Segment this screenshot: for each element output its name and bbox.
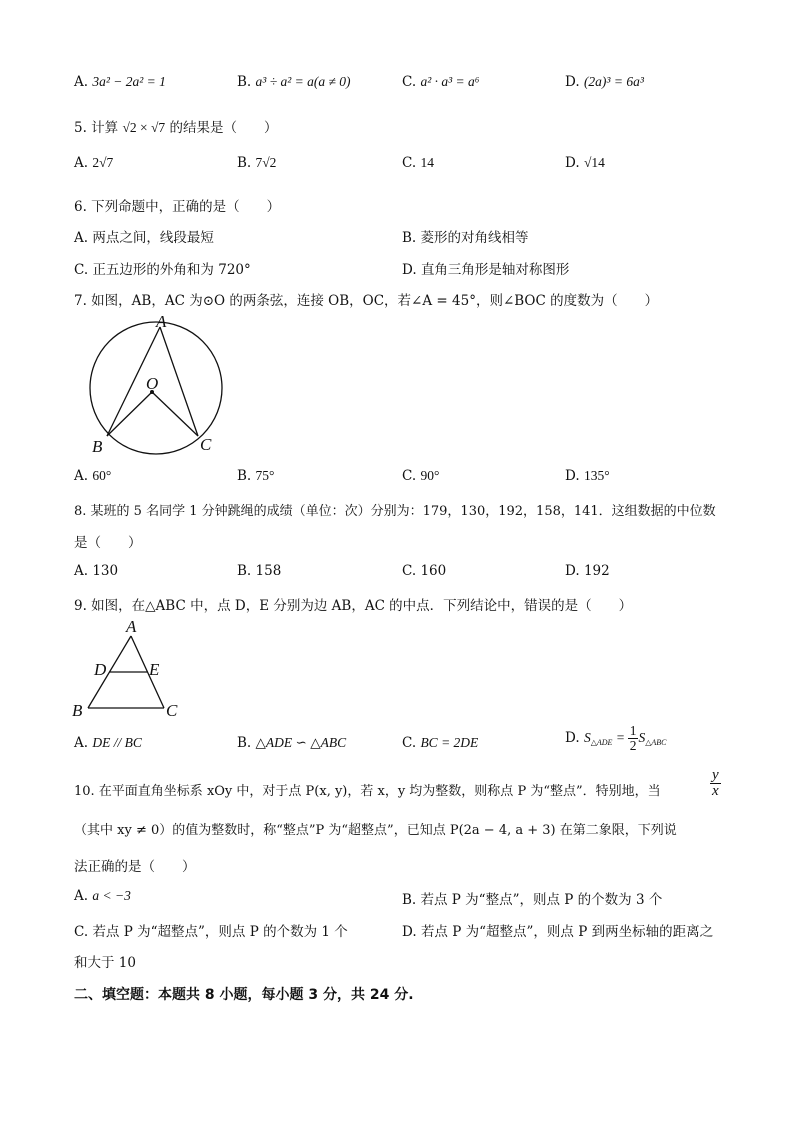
- option-text: 正五边形的外角和为 720°: [92, 262, 251, 278]
- option-label: A.: [74, 74, 89, 90]
- option-text: 若点 P 为“整点”，则点 P 的个数为 3 个: [420, 892, 663, 908]
- label-b: B: [92, 437, 103, 456]
- q10-stem-line2: （其中 xy ≠ 0）的值为整数时，称“整点”P 为“超整点”，已知点 P(2a − 4, a + 3) 在第二象限，下列说: [74, 823, 677, 838]
- area-subscript: △ADE: [590, 738, 613, 748]
- label-a: A: [126, 617, 137, 636]
- segment-oc: [152, 392, 198, 436]
- q9-triangle-figure: [68, 616, 188, 722]
- q8-option-a[interactable]: [74, 563, 118, 579]
- q10-option-b[interactable]: [402, 888, 662, 908]
- area-symbol: S: [638, 730, 646, 745]
- option-expr: 3a² − 2a² = 1: [92, 74, 166, 89]
- q4-option-d[interactable]: [565, 74, 644, 90]
- option-label: D.: [402, 924, 417, 940]
- q8-stem-line1: 8. 某班的 5 名同学 1 分钟跳绳的成绩（单位：次）分别为：179，130，192，158，141．这组数据的中位数: [74, 504, 716, 519]
- q5-option-c[interactable]: [402, 155, 434, 171]
- segment-ob: [107, 392, 152, 436]
- option-text: △ADE ∽ △ABC: [255, 735, 347, 750]
- equals-sign: =: [616, 730, 628, 745]
- q5-stem: 5. 计算 √2 × √7 的结果是（ ）: [74, 120, 278, 136]
- q10-option-a[interactable]: [74, 888, 131, 904]
- q9-option-c[interactable]: [402, 735, 478, 751]
- q4-option-b[interactable]: [237, 74, 351, 90]
- option-label: A.: [74, 230, 89, 246]
- option-label: C.: [402, 735, 417, 751]
- option-label: A.: [74, 563, 89, 579]
- q6-stem: 6. 下列命题中，正确的是（ ）: [74, 199, 281, 215]
- option-text: 135°: [583, 468, 610, 483]
- q7-stem: 7. 如图，AB，AC 为⊙O 的两条弦，连接 OB，OC，若∠A = 45°，则∠BOC 的度数为（ ）: [74, 293, 659, 309]
- q9-stem: 9. 如图，在△ABC 中，点 D，E 分别为边 AB，AC 的中点．下列结论中，错误的是（ ）: [74, 598, 633, 614]
- option-text: 60°: [92, 468, 112, 483]
- option-label: A.: [74, 888, 89, 904]
- fraction-half: $\frac{1}{2}$: [629, 723, 637, 753]
- area-subscript: △ABC: [645, 738, 667, 748]
- option-text: DE // BC: [92, 735, 142, 750]
- option-text: 75°: [255, 468, 275, 483]
- option-label: B.: [402, 892, 417, 908]
- option-label: C.: [402, 563, 417, 579]
- option-label: A.: [74, 468, 89, 484]
- option-label: B.: [237, 468, 252, 484]
- option-label: D.: [565, 730, 580, 746]
- option-label: C.: [402, 74, 417, 90]
- option-label: C.: [74, 924, 89, 940]
- option-text: 若点 P 为“超整点”，则点 P 到两坐标轴的距离之: [420, 924, 714, 940]
- option-text: 160: [420, 563, 447, 579]
- q10-option-d-continued: 和大于 10: [74, 955, 136, 971]
- q7-option-b[interactable]: [237, 468, 274, 484]
- option-text: 若点 P 为“超整点”，则点 P 的个数为 1 个: [92, 924, 348, 940]
- q8-stem-line2: 是（ ）: [74, 535, 142, 551]
- q6-option-d[interactable]: [402, 258, 569, 278]
- option-text: 两点之间，线段最短: [92, 230, 214, 246]
- q7-option-a[interactable]: [74, 468, 111, 484]
- option-expr: 2√7: [92, 155, 114, 170]
- label-a: A: [156, 312, 167, 331]
- q10-stem-line1: 10. 在平面直角坐标系 xOy 中，对于点 P(x, y)，若 x，y 均为整数，则称点 P 为“整点”．特别地，当: [74, 784, 661, 799]
- q8-option-b[interactable]: [237, 563, 281, 579]
- option-label: B.: [237, 74, 252, 90]
- option-label: C.: [402, 468, 417, 484]
- q10-option-c[interactable]: [74, 920, 348, 940]
- option-label: D.: [402, 262, 417, 278]
- q10-fraction-y-over-x: $\frac{y}{x}$: [712, 767, 719, 799]
- option-expr: 14: [420, 155, 434, 170]
- area-symbol: S: [583, 730, 591, 745]
- label-d: D: [94, 660, 107, 679]
- option-text: 130: [92, 563, 119, 579]
- option-expr: a² · a³ = a⁶: [420, 74, 480, 89]
- option-label: C.: [402, 155, 417, 171]
- q6-option-c[interactable]: [74, 258, 251, 278]
- option-text: BC = 2DE: [420, 735, 479, 750]
- q5-option-a[interactable]: [74, 155, 113, 171]
- option-text: 192: [583, 563, 610, 579]
- option-expr: 7√2: [255, 155, 277, 170]
- option-label: A.: [74, 735, 89, 751]
- section-heading-fill-in: 二、填空题：本题共 8 小题，每小题 3 分，共 24 分.: [74, 987, 414, 1003]
- option-label: B.: [237, 735, 252, 751]
- q10-option-d[interactable]: [402, 920, 713, 940]
- label-c: C: [166, 701, 178, 720]
- q9-option-a[interactable]: [74, 735, 142, 751]
- option-text: 直角三角形是轴对称图形: [420, 262, 570, 278]
- option-text: a < −3: [92, 888, 131, 903]
- q8-option-d[interactable]: [565, 563, 610, 579]
- q9-option-b[interactable]: [237, 735, 346, 751]
- option-label: C.: [74, 262, 89, 278]
- q6-option-a[interactable]: [74, 226, 214, 246]
- option-label: D.: [565, 468, 580, 484]
- option-label: D.: [565, 74, 580, 90]
- option-expr: √14: [583, 155, 605, 170]
- option-label: D.: [565, 155, 580, 171]
- label-e: E: [149, 660, 160, 679]
- q10-stem-line3: 法正确的是（ ）: [74, 859, 196, 875]
- q7-circle-figure: [80, 312, 230, 457]
- label-o: O: [146, 374, 159, 393]
- option-expr: (2a)³ = 6a³: [583, 74, 644, 89]
- q4-option-c[interactable]: [402, 74, 479, 90]
- option-label: A.: [74, 155, 89, 171]
- option-label: D.: [565, 563, 580, 579]
- option-label: B.: [237, 563, 252, 579]
- option-label: B.: [402, 230, 417, 246]
- q5-option-b[interactable]: [237, 155, 276, 171]
- q6-option-b[interactable]: [402, 226, 529, 246]
- q5-option-d[interactable]: [565, 155, 605, 171]
- option-label: B.: [237, 155, 252, 171]
- chord-ac: [160, 327, 198, 436]
- option-text: 90°: [420, 468, 440, 483]
- label-c: C: [200, 435, 212, 454]
- q5-stem-expr: √2 × √7: [122, 120, 166, 135]
- q7-option-d[interactable]: [565, 468, 610, 484]
- option-text: 158: [255, 563, 282, 579]
- q4-option-a[interactable]: [74, 74, 166, 90]
- q9-option-d[interactable]: [565, 724, 666, 752]
- label-b: B: [72, 701, 83, 720]
- q8-option-c[interactable]: [402, 563, 446, 579]
- q7-option-c[interactable]: [402, 468, 439, 484]
- option-expr: a³ ÷ a² = a(a ≠ 0): [255, 74, 351, 89]
- option-text: 菱形的对角线相等: [420, 230, 529, 246]
